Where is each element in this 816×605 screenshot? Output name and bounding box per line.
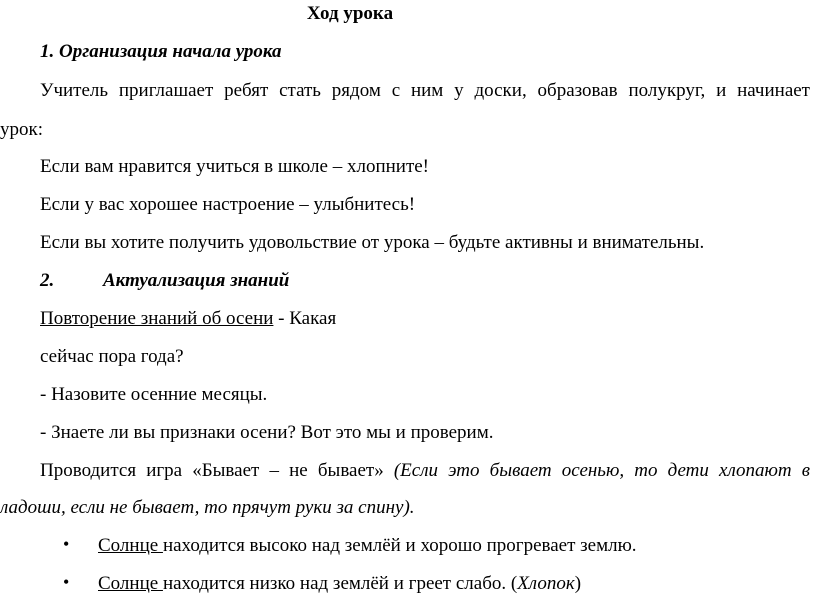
list-item-subject: Солнце: [98, 535, 163, 556]
list-item: [98, 534, 637, 558]
section-2-heading: Актуализация знаний: [103, 270, 290, 291]
game-instructions-part-1: (Если это бывает осенью, то дети хлопают в: [393, 460, 810, 481]
list-item-text: находится высоко над землёй и хорошо прогревает землю.: [162, 535, 637, 556]
section-2-number: 2.: [40, 270, 55, 291]
greeting-line-smile: Если у вас хорошее настроение – улыбнитесь!: [40, 194, 416, 215]
list-item-subject: Солнце: [98, 573, 163, 594]
section-1-paragraph-line-1: Учитель приглашает ребят стать рядом с ним у доски, образовав полукруг, и начинает: [40, 80, 810, 101]
greeting-line-active: Если вы хотите получить удовольствие от урока – будьте активны и внимательны.: [40, 232, 705, 253]
review-question-line-1: [40, 307, 336, 331]
game-intro-text: Проводится игра «Бывает – не бывает»: [40, 460, 394, 481]
review-topic: Повторение знаний об осени: [40, 308, 274, 329]
bullet-marker: •: [63, 572, 70, 592]
review-question-start: - Какая: [273, 308, 337, 329]
list-item: [98, 572, 581, 596]
question-months: - Назовите осенние месяцы.: [40, 384, 268, 405]
question-signs: - Знаете ли вы признаки осени? Вот это мы и проверим.: [40, 422, 494, 443]
list-item-text: находится низко над землёй и греет слабо. (: [162, 573, 518, 594]
list-item-answer-close: ): [574, 573, 582, 594]
greeting-line-clap: Если вам нравится учиться в школе – хлопните!: [40, 156, 430, 177]
game-intro-line-1: [40, 459, 810, 483]
section-1-heading: 1. Организация начала урока: [40, 41, 282, 62]
list-item-answer: Хлопок: [517, 573, 575, 594]
game-instructions-part-2: ладоши, если не бывает, то прячут руки за спину).: [0, 497, 415, 518]
section-1-paragraph-line-2: урок:: [0, 119, 44, 140]
bullet-marker: •: [63, 534, 70, 554]
review-question-line-2: сейчас пора года?: [40, 346, 184, 367]
page-title: Ход урока: [306, 3, 394, 24]
